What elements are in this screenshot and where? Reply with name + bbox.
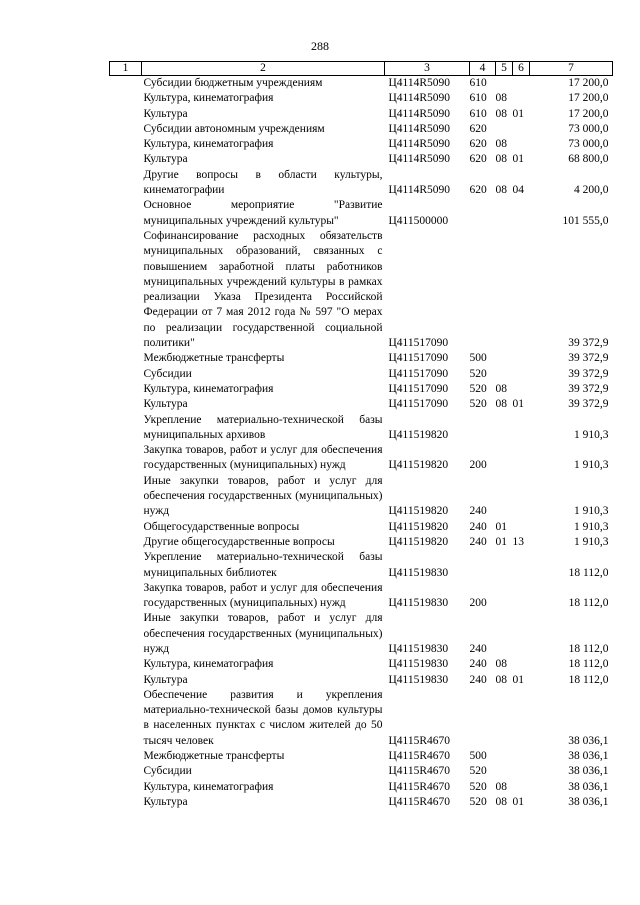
cell-pr bbox=[513, 351, 530, 366]
cell-vr: 240 bbox=[469, 642, 487, 655]
cell-pr bbox=[513, 611, 530, 657]
cell-rz: 08 bbox=[495, 138, 507, 151]
cell-sum: 17 200,0 bbox=[568, 92, 609, 105]
cell-sum: 1 910,3 bbox=[574, 535, 609, 548]
cell-sum: 38 036,1 bbox=[568, 795, 609, 808]
cell-rz bbox=[496, 413, 513, 444]
table-row bbox=[110, 657, 613, 672]
cell-empty bbox=[110, 764, 142, 779]
cell-empty bbox=[110, 673, 142, 688]
cell-name: Субсидии автономным учреждениям bbox=[143, 122, 325, 135]
cell-empty bbox=[110, 443, 142, 474]
cell-sum: 1 910,3 bbox=[574, 428, 609, 441]
cell-name: Культура bbox=[143, 673, 188, 686]
cell-code: Ц4115R4670 bbox=[388, 795, 451, 808]
cell-sum: 101 555,0 bbox=[562, 214, 609, 227]
cell-name: Культура, кинематография bbox=[143, 658, 274, 671]
table-row bbox=[110, 107, 613, 122]
cell-name: Общегосударственные вопросы bbox=[143, 520, 300, 533]
cell-name: Субсидии бюджетным учреждениям bbox=[143, 77, 323, 89]
cell-pr bbox=[513, 581, 530, 612]
header-col-1: 1 bbox=[110, 62, 142, 76]
cell-empty bbox=[110, 780, 142, 795]
cell-code: Ц411517090 bbox=[388, 398, 449, 411]
cell-empty bbox=[110, 76, 142, 92]
cell-vr: 240 bbox=[469, 535, 487, 548]
cell-empty bbox=[110, 749, 142, 764]
cell-rz bbox=[496, 611, 513, 657]
cell-pr: 01 bbox=[512, 107, 524, 120]
cell-sum: 17 200,0 bbox=[568, 77, 609, 89]
cell-vr: 520 bbox=[469, 765, 487, 778]
cell-code: Ц411519830 bbox=[388, 642, 449, 655]
cell-vr: 240 bbox=[469, 673, 487, 686]
cell-code: Ц411517090 bbox=[388, 352, 449, 365]
cell-empty bbox=[110, 367, 142, 382]
cell-empty bbox=[110, 688, 142, 749]
cell-name: Другие общегосударственные вопросы bbox=[143, 535, 335, 548]
cell-vr: 500 bbox=[469, 352, 487, 365]
budget-table bbox=[109, 61, 613, 810]
cell-pr bbox=[513, 382, 530, 397]
cell-rz: 08 bbox=[495, 673, 507, 686]
cell-empty bbox=[110, 351, 142, 366]
cell-rz: 01 bbox=[495, 535, 507, 548]
cell-name: Культура, кинематография bbox=[143, 780, 274, 793]
table-row bbox=[110, 780, 613, 795]
cell-empty bbox=[110, 795, 142, 810]
table-row bbox=[110, 550, 613, 581]
cell-empty bbox=[110, 107, 142, 122]
cell-rz bbox=[496, 443, 513, 474]
table-row bbox=[110, 764, 613, 779]
cell-vr: 520 bbox=[469, 795, 487, 808]
cell-rz: 08 bbox=[495, 184, 507, 197]
cell-code: Ц411519830 bbox=[388, 597, 449, 610]
cell-sum: 39 372,9 bbox=[568, 398, 609, 411]
cell-code: Ц4115R4670 bbox=[388, 734, 451, 747]
cell-pr bbox=[513, 91, 530, 106]
cell-name: Закупка товаров, работ и услуг для обеспечения государственных (муниципальных) нужд bbox=[143, 581, 383, 610]
cell-name: Укрепление материально-технической базы муниципальных библиотек bbox=[143, 551, 383, 579]
cell-vr: 610 bbox=[469, 107, 487, 120]
cell-vr: 620 bbox=[469, 153, 487, 166]
table-row bbox=[110, 137, 613, 152]
cell-code: Ц411519830 bbox=[388, 673, 449, 686]
cell-empty bbox=[110, 611, 142, 657]
cell-sum: 39 372,9 bbox=[568, 367, 609, 380]
cell-pr bbox=[513, 764, 530, 779]
cell-rz: 08 bbox=[495, 780, 507, 793]
cell-rz bbox=[496, 764, 513, 779]
cell-name: Другие вопросы в области культуры, кинематографии bbox=[143, 168, 383, 197]
cell-pr bbox=[513, 550, 530, 581]
cell-code: Ц411519820 bbox=[388, 428, 449, 441]
cell-rz bbox=[496, 550, 513, 581]
cell-rz bbox=[496, 76, 513, 92]
cell-vr bbox=[470, 413, 496, 444]
table-row bbox=[110, 351, 613, 366]
table-row bbox=[110, 673, 613, 688]
cell-pr: 01 bbox=[512, 153, 524, 166]
cell-name: Культура bbox=[143, 795, 188, 808]
cell-sum: 39 372,9 bbox=[568, 382, 609, 395]
cell-name: Основное мероприятие "Развитие муниципальных учреждений культуры" bbox=[143, 199, 383, 227]
cell-code: Ц411517090 bbox=[388, 337, 449, 350]
cell-code: Ц4115R4670 bbox=[388, 765, 451, 778]
table-row bbox=[110, 581, 613, 612]
cell-code: Ц4114R5090 bbox=[388, 92, 451, 105]
cell-sum: 39 372,9 bbox=[568, 337, 609, 350]
cell-vr: 620 bbox=[469, 184, 487, 197]
cell-pr: 13 bbox=[512, 535, 524, 548]
cell-pr: 01 bbox=[512, 673, 524, 686]
cell-vr: 620 bbox=[469, 122, 487, 135]
cell-name: Культура bbox=[143, 107, 188, 120]
cell-pr: 01 bbox=[512, 398, 524, 411]
cell-rz bbox=[496, 474, 513, 520]
cell-pr bbox=[513, 520, 530, 535]
table-row bbox=[110, 76, 613, 92]
table-row bbox=[110, 413, 613, 444]
cell-pr bbox=[513, 688, 530, 749]
cell-code: Ц411500000 bbox=[388, 214, 449, 227]
table-body bbox=[110, 76, 613, 811]
cell-pr bbox=[513, 657, 530, 672]
header-row bbox=[110, 62, 613, 76]
cell-sum: 68 800,0 bbox=[568, 153, 609, 166]
cell-sum: 18 112,0 bbox=[568, 597, 609, 610]
cell-rz: 08 bbox=[495, 398, 507, 411]
cell-sum: 18 112,0 bbox=[568, 642, 609, 655]
cell-pr bbox=[513, 367, 530, 382]
cell-pr bbox=[513, 198, 530, 229]
cell-rz: 08 bbox=[495, 658, 507, 671]
cell-code: Ц411519820 bbox=[388, 535, 449, 548]
cell-code: Ц4114R5090 bbox=[388, 122, 451, 135]
cell-sum: 1 910,3 bbox=[574, 505, 609, 518]
cell-pr bbox=[513, 749, 530, 764]
cell-vr bbox=[470, 550, 496, 581]
cell-vr bbox=[470, 688, 496, 749]
table-row bbox=[110, 382, 613, 397]
cell-rz bbox=[496, 198, 513, 229]
cell-sum: 38 036,1 bbox=[568, 734, 609, 747]
cell-empty bbox=[110, 535, 142, 550]
page-number: 288 bbox=[311, 39, 329, 53]
cell-empty bbox=[110, 520, 142, 535]
cell-empty bbox=[110, 550, 142, 581]
cell-name: Субсидии bbox=[143, 367, 192, 380]
cell-name: Софинансирование расходных обязательств муниципальных образований, связанных с повышением заработной платы работников муниципальных учреждений культуры в рамках реализации Указа Президента Российской Федерации от 7 мая 2012 года № 597 "О мерах по реализации государственной социальной политики" bbox=[143, 229, 383, 350]
cell-code: Ц411517090 bbox=[388, 382, 449, 395]
table-row bbox=[110, 168, 613, 199]
cell-name: Межбюджетные трансферты bbox=[143, 750, 285, 763]
cell-empty bbox=[110, 413, 142, 444]
cell-empty bbox=[110, 137, 142, 152]
cell-empty bbox=[110, 122, 142, 137]
cell-name: Укрепление материально-технической базы муниципальных архивов bbox=[143, 413, 383, 441]
cell-vr: 240 bbox=[469, 505, 487, 518]
cell-name: Культура bbox=[143, 398, 188, 411]
cell-pr bbox=[513, 474, 530, 520]
cell-empty bbox=[110, 657, 142, 672]
cell-pr bbox=[513, 443, 530, 474]
cell-empty bbox=[110, 474, 142, 520]
table-row bbox=[110, 688, 613, 749]
table-row bbox=[110, 367, 613, 382]
cell-name: Культура, кинематография bbox=[143, 138, 274, 151]
cell-rz: 08 bbox=[495, 153, 507, 166]
cell-rz bbox=[496, 122, 513, 137]
table-row bbox=[110, 91, 613, 106]
cell-sum: 38 036,1 bbox=[568, 765, 609, 778]
cell-sum: 38 036,1 bbox=[568, 750, 609, 763]
cell-vr: 610 bbox=[469, 77, 487, 89]
cell-rz: 01 bbox=[495, 520, 507, 533]
cell-code: Ц411519820 bbox=[388, 505, 449, 518]
cell-sum: 38 036,1 bbox=[568, 780, 609, 793]
cell-code: Ц4115R4670 bbox=[388, 750, 451, 763]
cell-code: Ц411519820 bbox=[388, 459, 449, 472]
cell-empty bbox=[110, 152, 142, 167]
cell-code: Ц4114R5090 bbox=[388, 153, 451, 166]
cell-empty bbox=[110, 382, 142, 397]
cell-code: Ц411519830 bbox=[388, 566, 449, 579]
cell-name: Иные закупки товаров, работ и услуг для обеспечения государственных (муниципальных) нужд bbox=[143, 474, 383, 518]
table-row bbox=[110, 443, 613, 474]
cell-vr: 240 bbox=[469, 520, 487, 533]
cell-name: Культура, кинематография bbox=[143, 382, 274, 395]
cell-vr bbox=[470, 229, 496, 351]
cell-vr: 520 bbox=[469, 780, 487, 793]
cell-vr: 200 bbox=[469, 459, 487, 472]
cell-pr bbox=[513, 137, 530, 152]
cell-rz: 08 bbox=[495, 795, 507, 808]
header-col-2: 2 bbox=[142, 62, 385, 76]
cell-vr: 520 bbox=[469, 382, 487, 395]
cell-pr: 04 bbox=[512, 184, 524, 197]
table-row bbox=[110, 229, 613, 351]
cell-name: Субсидии bbox=[143, 765, 192, 778]
cell-rz bbox=[496, 749, 513, 764]
cell-name: Культура, кинематография bbox=[143, 92, 274, 105]
cell-sum: 39 372,9 bbox=[568, 352, 609, 365]
cell-code: Ц411519830 bbox=[388, 658, 449, 671]
cell-pr bbox=[513, 76, 530, 92]
cell-vr: 620 bbox=[469, 138, 487, 151]
table-row bbox=[110, 535, 613, 550]
table-row bbox=[110, 749, 613, 764]
cell-code: Ц4114R5090 bbox=[388, 184, 451, 197]
cell-sum: 4 200,0 bbox=[574, 184, 609, 197]
cell-sum: 17 200,0 bbox=[568, 107, 609, 120]
table-row bbox=[110, 397, 613, 412]
cell-vr bbox=[470, 198, 496, 229]
cell-rz: 08 bbox=[495, 92, 507, 105]
table-row bbox=[110, 520, 613, 535]
header-col-5: 5 bbox=[496, 62, 513, 76]
cell-name: Межбюджетные трансферты bbox=[143, 352, 285, 365]
cell-rz: 08 bbox=[495, 382, 507, 395]
cell-name: Культура bbox=[143, 153, 188, 166]
cell-sum: 18 112,0 bbox=[568, 658, 609, 671]
cell-sum: 1 910,3 bbox=[574, 459, 609, 472]
cell-empty bbox=[110, 91, 142, 106]
cell-pr bbox=[513, 413, 530, 444]
cell-vr: 610 bbox=[469, 92, 487, 105]
cell-empty bbox=[110, 397, 142, 412]
cell-rz bbox=[496, 229, 513, 351]
cell-name: Закупка товаров, работ и услуг для обеспечения государственных (муниципальных) нужд bbox=[143, 444, 383, 472]
table-row bbox=[110, 122, 613, 137]
cell-empty bbox=[110, 581, 142, 612]
cell-code: Ц4114R5090 bbox=[388, 138, 451, 151]
cell-empty bbox=[110, 229, 142, 351]
cell-rz: 08 bbox=[495, 107, 507, 120]
cell-sum: 1 910,3 bbox=[574, 520, 609, 533]
cell-sum: 18 112,0 bbox=[568, 673, 609, 686]
cell-sum: 18 112,0 bbox=[568, 566, 609, 579]
cell-code: Ц4114R5090 bbox=[388, 77, 451, 89]
cell-pr bbox=[513, 229, 530, 351]
cell-code: Ц411517090 bbox=[388, 367, 449, 380]
cell-code: Ц411519820 bbox=[388, 520, 449, 533]
cell-code: Ц4114R5090 bbox=[388, 107, 451, 120]
cell-vr: 240 bbox=[469, 658, 487, 671]
header-col-6: 6 bbox=[513, 62, 530, 76]
cell-vr: 200 bbox=[469, 597, 487, 610]
cell-code: Ц4115R4670 bbox=[388, 780, 451, 793]
cell-sum: 73 000,0 bbox=[568, 138, 609, 151]
table-row bbox=[110, 198, 613, 229]
cell-rz bbox=[496, 688, 513, 749]
header-col-4: 4 bbox=[470, 62, 496, 76]
cell-rz bbox=[496, 581, 513, 612]
table-row bbox=[110, 611, 613, 657]
header-col-7: 7 bbox=[530, 62, 613, 76]
cell-vr: 520 bbox=[469, 398, 487, 411]
table-row bbox=[110, 152, 613, 167]
cell-sum: 73 000,0 bbox=[568, 122, 609, 135]
header-col-3: 3 bbox=[385, 62, 470, 76]
cell-pr bbox=[513, 780, 530, 795]
cell-rz bbox=[496, 351, 513, 366]
cell-vr: 520 bbox=[469, 367, 487, 380]
cell-vr: 500 bbox=[469, 750, 487, 763]
cell-empty bbox=[110, 168, 142, 199]
cell-name: Иные закупки товаров, работ и услуг для обеспечения государственных (муниципальных) нужд bbox=[143, 612, 383, 655]
cell-empty bbox=[110, 198, 142, 229]
cell-pr: 01 bbox=[512, 795, 524, 808]
cell-name: Обеспечение развития и укрепления материально-технической базы домов культуры в населенных пунктах с числом жителей до 50 тысяч человек bbox=[143, 688, 383, 747]
cell-pr bbox=[513, 122, 530, 137]
table-row bbox=[110, 795, 613, 810]
cell-rz bbox=[496, 367, 513, 382]
table-row bbox=[110, 474, 613, 520]
